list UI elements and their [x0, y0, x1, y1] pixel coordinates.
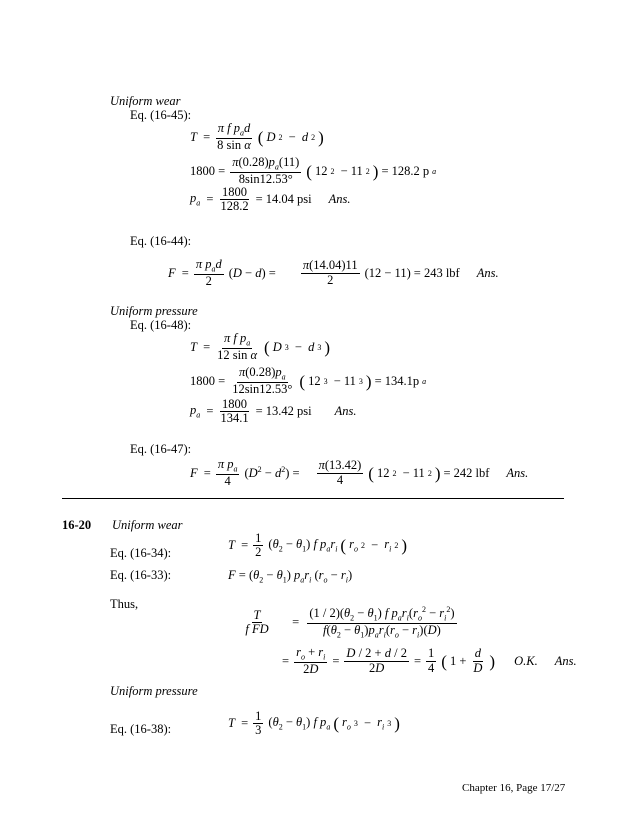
section-heading-uniform-wear: Uniform wear — [110, 94, 181, 108]
equation-force-wear: F = $\frac{\pi p_ad}{2}$ (D − d) = $\frac{\pi(14.04)11}{2}$ (12 − 11) = 243 lbf Ans. — [168, 257, 499, 288]
equation-force-pressure: F = $\frac{\pi p_a}{4}$ $(D^2 - d^2)$ = $\frac{\pi(13.42)}{4}$ ( 12 2 − 11 2 ) = 242 lbf Ans. — [190, 457, 529, 488]
section-heading-uniform-pressure: Uniform pressure — [110, 684, 198, 698]
torque-pressure-result: = 134.1p — [374, 373, 420, 388]
answer-label: Ans. — [334, 404, 357, 419]
equation-torque-pressure: T = $\frac{\pi f p_a}{\text{12 sin α}}$ ( D 3 − d 3 ) — [190, 331, 330, 362]
answer-label: Ans. — [328, 192, 351, 207]
answer-label: Ans. — [476, 265, 499, 280]
equation-reference: Eq. (16-34): — [110, 546, 172, 560]
equation-reference: Eq. (16-33): — [110, 568, 172, 582]
equation-torque-wear: T = $\frac{\pi f p_ad}{\text{8 sin α}}$ ( D 2 − d 2 ) — [190, 121, 324, 152]
problem-number: 16-20 — [62, 518, 92, 532]
equation-reference: Eq. (16-47): — [130, 442, 192, 456]
section-divider — [62, 498, 564, 499]
ok-label: O.K. — [514, 653, 538, 668]
equation-torque-pressure-substitution: 1800 = $\frac{\pi(0.28)p_a}{12\sin 12.53^\circ}$ ( 12 3 − 11 3 ) = 134.1p a — [190, 365, 427, 396]
force-pressure-result: = 242 lbf — [443, 465, 490, 480]
equation-torque-shoe: T = $\frac{1}{2}$ $(\theta_2 - \theta_1)$ f $p_ar_i$ ( $r_o$ 2 − $r_i$ 2 ) — [228, 531, 408, 560]
pa-result: = 14.04 psi — [255, 192, 312, 207]
equation-pressure-wear: $p_a$ = $\frac{1800}{128.2}$ = 14.04 psi Ans. — [190, 185, 351, 214]
equation-force-shoe: $F = (\theta_2 - \theta_1)$ $p_ar_i$ $(r_o - r_i)$ — [228, 568, 353, 585]
equation-reference: Eq. (16-48): — [130, 318, 192, 332]
equation-pressure-uniform: $p_a$ = $\frac{1800}{134.1}$ = 13.42 psi Ans. — [190, 397, 357, 426]
answer-label: Ans. — [506, 465, 529, 480]
equation-reference: Eq. (16-45): — [130, 108, 192, 122]
thus-label: Thus, — [110, 597, 139, 611]
equation-reference: Eq. (16-44): — [130, 234, 192, 248]
equation-ratio-1: $\frac{T}{\text{f FD}}$ = $\frac{(1 / 2)(\theta_2 - \theta_1) f p_ar_i(r_o^2 - r_i^2)}{f(\theta_2 - \theta_1)p_ar_i(r_o - r_i)(D)}$ — [245, 605, 455, 640]
page-footer: Chapter 16, Page 17/27 — [462, 782, 566, 794]
equation-reference: Eq. (16-38): — [110, 722, 172, 736]
equation-ratio-2: = $\frac{r_o + r_i}{2D}$ = $\frac{D / 2 + d / 2}{2D}$ = $\frac{1}{4}$ ( 1 + $\frac{d}{D}$ ) O.K. Ans. — [282, 645, 577, 676]
equation-torque-shoe-pressure: T = $\frac{1}{3}$ $(\theta_2 - \theta_1)$ f $p_a$ ( $r_o$ 3 − $r_i$ 3 ) — [228, 709, 400, 738]
force-result: = 243 lbf — [413, 265, 460, 280]
equation-torque-substitution: 1800 = $\frac{\pi(0.28)p_a(11)}{8\sin 12.53^\circ}$ ( 12 2 − 11 2 ) = 128.2 p a — [190, 155, 437, 186]
torque-result: = 128.2 p — [381, 163, 430, 178]
answer-label: Ans. — [554, 653, 577, 668]
section-heading-uniform-pressure: Uniform pressure — [110, 304, 198, 318]
section-heading-uniform-wear: Uniform wear — [112, 518, 183, 532]
pa-pressure-result: = 13.42 psi — [255, 404, 312, 419]
